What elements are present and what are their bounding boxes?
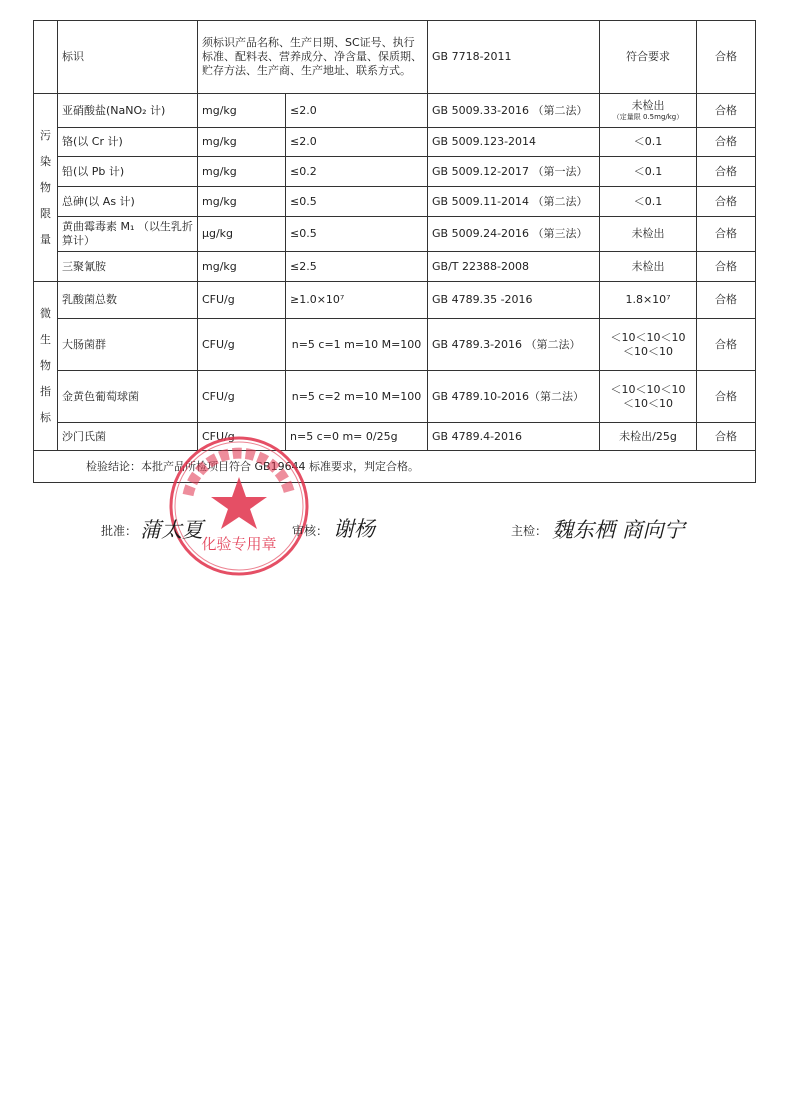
method-cell: GB 5009.33-2016 （第二法） [428, 94, 600, 128]
method-cell: GB 4789.4-2016 [428, 423, 600, 451]
result-cell: 未检出 [600, 252, 697, 282]
table-row [34, 252, 756, 282]
unit-cell: CFU/g [198, 282, 286, 319]
judge-cell: 合格 [697, 128, 756, 157]
item-cell: 沙门氏菌 [58, 423, 198, 451]
limit-cell: ≤2.0 [286, 128, 428, 157]
method-cell: GB 5009.123-2014 [428, 128, 600, 157]
limit-cell: ≤2.5 [286, 252, 428, 282]
method-cell: GB 5009.11-2014 （第二法） [428, 187, 600, 217]
table-row [34, 157, 756, 187]
result-cell: 未检出 （定量限 0.5mg/kg） [600, 94, 697, 128]
table-row [34, 371, 756, 423]
result-cell: 符合要求 [600, 21, 697, 94]
judge-cell: 合格 [697, 423, 756, 451]
unit-cell: mg/kg [198, 187, 286, 217]
item-cell: 乳酸菌总数 [58, 282, 198, 319]
limit-cell: ≤0.2 [286, 157, 428, 187]
judge-cell: 合格 [697, 252, 756, 282]
limit-cell: n=5 c=0 m= 0/25g [286, 423, 428, 451]
table-row [34, 187, 756, 217]
method-cell: GB 4789.3-2016 （第二法） [428, 319, 600, 371]
item-cell: 铬(以 Cr 计) [58, 128, 198, 157]
inspection-table [33, 20, 756, 483]
approve-label: 批准： [101, 524, 138, 538]
limit-cell: ≤2.0 [286, 94, 428, 128]
unit-cell: mg/kg [198, 94, 286, 128]
table-row [34, 94, 756, 128]
requirement-cell: 须标识产品名称、生产日期、SC证号、执行标准、配料表、营养成分、净含量、保质期、贮存方法、生产商、生产地址、联系方式。 [198, 21, 428, 94]
result-cell: ＜10＜10＜10 ＜10＜10 [600, 371, 697, 423]
method-cell: GB 4789.35 -2016 [428, 282, 600, 319]
item-cell: 大肠菌群 [58, 319, 198, 371]
method-cell: GB/T 22388-2008 [428, 252, 600, 282]
unit-cell: mg/kg [198, 157, 286, 187]
result-cell: ＜0.1 [600, 187, 697, 217]
limit-cell: ≤0.5 [286, 217, 428, 252]
unit-cell: mg/kg [198, 252, 286, 282]
judge-cell: 合格 [697, 187, 756, 217]
category-pollution-limits: 污 染 物 限 量 [34, 94, 58, 282]
judge-cell: 合格 [697, 282, 756, 319]
unit-cell: mg/kg [198, 128, 286, 157]
judge-cell: 合格 [697, 21, 756, 94]
seal-text: 化验专用章 [201, 535, 277, 553]
result-cell: ＜0.1 [600, 157, 697, 187]
item-cell: 亚硝酸盐(NaNO₂ 计) [58, 94, 198, 128]
unit-cell: CFU/g [198, 423, 286, 451]
judge-cell: 合格 [697, 371, 756, 423]
result-cell: 未检出/25g [600, 423, 697, 451]
result-cell: ＜10＜10＜10 ＜10＜10 [600, 319, 697, 371]
conclusion-row [34, 451, 756, 483]
table-row [34, 128, 756, 157]
item-cell: 铅(以 Pb 计) [58, 157, 198, 187]
item-cell: 黄曲霉毒素 M₁ （以生乳折算计） [58, 217, 198, 252]
approver-signature: 蒲太夏 [140, 518, 203, 542]
judge-cell: 合格 [697, 157, 756, 187]
item-cell: 三聚氰胺 [58, 252, 198, 282]
table-row [34, 282, 756, 319]
unit-cell: CFU/g [198, 319, 286, 371]
unit-cell: μg/kg [198, 217, 286, 252]
unit-cell: CFU/g [198, 371, 286, 423]
method-cell: GB 7718-2011 [428, 21, 600, 94]
category-microbial-indicators: 微 生 物 指 标 [34, 282, 58, 451]
table-row [34, 423, 756, 451]
seal-stamp [166, 433, 312, 579]
reviewer-signature: 谢杨 [333, 517, 375, 541]
result-cell: 未检出 [600, 217, 697, 252]
judge-cell: 合格 [697, 319, 756, 371]
inspection-conclusion: 检验结论：本批产品所检项目符合 GB19644 标准要求，判定合格。 [34, 451, 756, 483]
item-cell: 标识 [58, 21, 198, 94]
table-row [34, 319, 756, 371]
inspector-label: 主检： [511, 524, 548, 538]
review-label: 审核： [292, 524, 329, 538]
table-row [34, 217, 756, 252]
limit-cell: n=5 c=2 m=10 M=100 [286, 371, 428, 423]
judge-cell: 合格 [697, 94, 756, 128]
limit-cell: ≥1.0×10⁷ [286, 282, 428, 319]
result-cell: 1.8×10⁷ [600, 282, 697, 319]
result-cell: ＜0.1 [600, 128, 697, 157]
method-cell: GB 4789.10-2016（第二法） [428, 371, 600, 423]
item-cell: 总砷(以 As 计) [58, 187, 198, 217]
detection-limit-note: （定量限 0.5mg/kg） [612, 113, 684, 121]
star-icon [211, 477, 267, 529]
inspector-signature: 魏东栖 商向宁 [552, 518, 685, 542]
item-cell: 金黄色葡萄球菌 [58, 371, 198, 423]
limit-cell: ≤0.5 [286, 187, 428, 217]
method-cell: GB 5009.12-2017 （第一法） [428, 157, 600, 187]
judge-cell: 合格 [697, 217, 756, 252]
method-cell: GB 5009.24-2016 （第三法） [428, 217, 600, 252]
limit-cell: n=5 c=1 m=10 M=100 [286, 319, 428, 371]
table-row [34, 21, 756, 94]
